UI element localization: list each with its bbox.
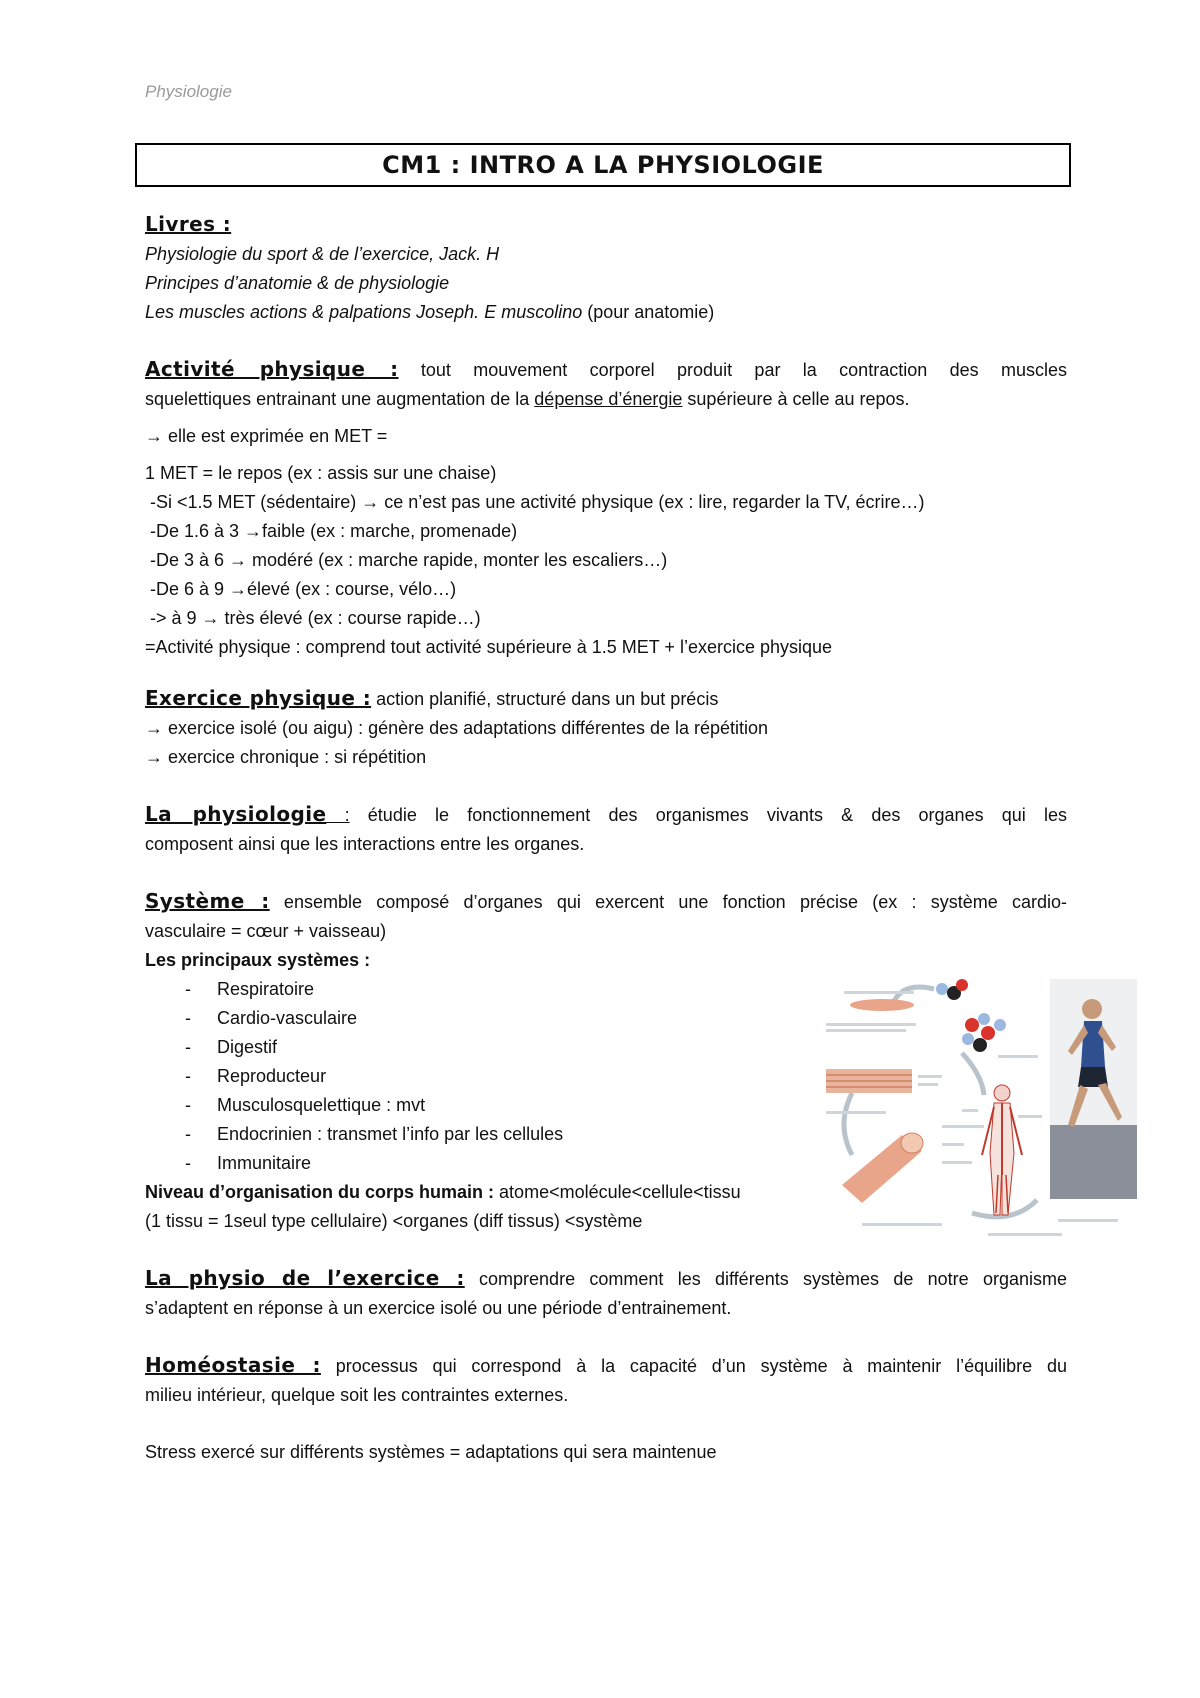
list-item-label: Endocrinien : transmet l’info par les cellules [217, 1124, 564, 1144]
list-item: - Musculosquelettique : mvt [185, 1095, 426, 1115]
exercice-line: → exercice isolé (ou aigu) : génère des adaptations différentes de la répétition [145, 718, 769, 738]
organization-levels-illustration [822, 975, 1137, 1253]
systeme-def-line1 [145, 887, 1067, 917]
label-line [962, 1125, 984, 1128]
label-line [826, 1111, 886, 1114]
label-line [844, 991, 914, 994]
exercice-def-line [145, 684, 1067, 714]
physiologie-def-line2: composent ainsi que les interactions entre les organes. [145, 834, 585, 854]
running-header: Physiologie [145, 82, 232, 101]
label-line [826, 1029, 906, 1032]
physio-exercice-def: comprendre comment les différents systèmes de notre organisme [464, 1269, 1068, 1289]
list-item-label: Reproducteur [217, 1066, 327, 1086]
activite-heading: Activité physique : [145, 357, 399, 381]
physiologie-heading: La physiologie [145, 802, 327, 826]
niveau-value: atome<molécule<cellule<tissu [494, 1182, 741, 1202]
muscle-cell [850, 999, 914, 1011]
met-line: -De 6 à 9 →élevé (ex : course, vélo…) [145, 579, 457, 599]
systeme-heading: Système : [145, 889, 270, 913]
physio-exercice-def-line2: s’adaptent en réponse à un exercice isolé ou une période d’entrainement. [145, 1298, 732, 1318]
met-line: -Si <1.5 MET (sédentaire) → ce n’est pas une activité physique (ex : lire, regarder la TV, écrire…) [145, 492, 925, 512]
list-item-label: Musculosquelettique : mvt [217, 1095, 426, 1115]
met-intro: → elle est exprimée en MET = [145, 426, 388, 446]
label-line [1058, 1219, 1118, 1222]
label-line [918, 1083, 938, 1086]
homeostasie-def-line1 [145, 1351, 1067, 1381]
label-line [1018, 1115, 1042, 1118]
muscle-organ [842, 1133, 923, 1203]
list-item: - Digestif [185, 1037, 278, 1057]
exercice-line: → exercice chronique : si répétition [145, 747, 427, 767]
list-item: - Reproducteur [185, 1066, 327, 1086]
met-line: =Activité physique : comprend tout activité supérieure à 1.5 MET + l’exercice physique [145, 637, 833, 657]
label-line [988, 1233, 1062, 1236]
label-line [942, 1143, 964, 1146]
homeostasie-def: processus qui correspond à la capacité d’un système à maintenir l’équilibre du [320, 1356, 1067, 1376]
label-line [918, 1075, 942, 1078]
label-line [826, 1023, 916, 1026]
physiologie-colon: : [326, 805, 350, 825]
livre-item-note: (pour anatomie) [582, 302, 715, 322]
molecule-atoms [936, 979, 1006, 1052]
met-line: -De 1.6 à 3 →faible (ex : marche, promenade) [145, 521, 518, 541]
physiologie-def: étudie le fonctionnement des organismes vivants & des organes qui les [349, 805, 1067, 825]
main-content [145, 210, 1067, 1467]
exercice-heading: Exercice physique : [145, 686, 372, 710]
activite-def: tout mouvement corporel produit par la contraction des muscles [398, 360, 1067, 380]
page-title: CM1 : INTRO A LA PHYSIOLOGIE [382, 151, 824, 179]
systeme-def: ensemble composé d’organes qui exercent une fonction précise (ex : système cardio- [269, 892, 1067, 912]
list-item-label: Immunitaire [217, 1153, 312, 1173]
homeostasie-def-line2: milieu intérieur, quelque soit les contraintes externes. [145, 1385, 569, 1405]
activite-def-line1 [145, 355, 1067, 385]
livre-item-title: Les muscles actions & palpations Joseph. E muscolino [145, 302, 583, 322]
cycle-arrow [962, 1053, 984, 1095]
circulatory-body [982, 1085, 1022, 1215]
met-line: -De 3 à 6 → modéré (ex : marche rapide, monter les escaliers…) [145, 550, 668, 570]
stress-line: Stress exercé sur différents systèmes = adaptations qui sera maintenue [145, 1442, 717, 1462]
physiologie-def-line1 [145, 800, 1067, 830]
illustration-svg [822, 975, 1137, 1253]
niveau-line2: (1 tissu = 1seul type cellulaire) <organes (diff tissus) <système [145, 1211, 643, 1231]
physio-exercice-def-line1 [145, 1264, 1067, 1294]
label-line [942, 1161, 972, 1164]
activite-def-text: squelettiques entrainant une augmentation de la [145, 389, 535, 409]
systemes-list-heading: Les principaux systèmes : [145, 950, 371, 970]
met-line: 1 MET = le repos (ex : assis sur une chaise) [145, 463, 497, 483]
niveau-label: Niveau d’organisation du corps humain : [145, 1182, 495, 1202]
label-line [862, 1223, 942, 1226]
list-item: - Respiratoire [185, 979, 315, 999]
activite-def-line2 [145, 385, 1067, 414]
list-item-label: Respiratoire [217, 979, 315, 999]
list-item-label: Digestif [217, 1037, 278, 1057]
livres-heading-line [145, 210, 1067, 240]
cycle-arrow [844, 1093, 852, 1155]
livres-heading: Livres : [145, 212, 232, 236]
muscle-tissue [826, 1069, 912, 1093]
label-line [962, 1109, 978, 1112]
livre-item: Physiologie du sport & de l’exercice, Jack. H [145, 244, 500, 264]
list-item: - Endocrinien : transmet l’info par les cellules [185, 1124, 564, 1144]
livre-item: Principes d’anatomie & de physiologie [145, 273, 450, 293]
activite-def-text: supérieure à celle au repos. [682, 389, 910, 409]
depense-energie-term: dépense d’énergie [534, 389, 683, 409]
met-line: -> à 9 → très élevé (ex : course rapide…) [145, 608, 481, 628]
track-ground [1050, 1125, 1137, 1199]
list-item-label: Cardio-vasculaire [217, 1008, 358, 1028]
list-item: - Cardio-vasculaire [185, 1008, 358, 1028]
label-line [998, 1055, 1038, 1058]
homeostasie-heading: Homéostasie : [145, 1353, 321, 1377]
title-box [135, 143, 1071, 187]
systeme-def-line2: vasculaire = cœur + vaisseau) [145, 921, 387, 941]
livre-item [145, 298, 1067, 327]
physio-exercice-heading: La physio de l’exercice : [145, 1266, 465, 1290]
exercice-def: action planifié, structuré dans un but précis [371, 689, 719, 709]
list-item: - Immunitaire [185, 1153, 312, 1173]
